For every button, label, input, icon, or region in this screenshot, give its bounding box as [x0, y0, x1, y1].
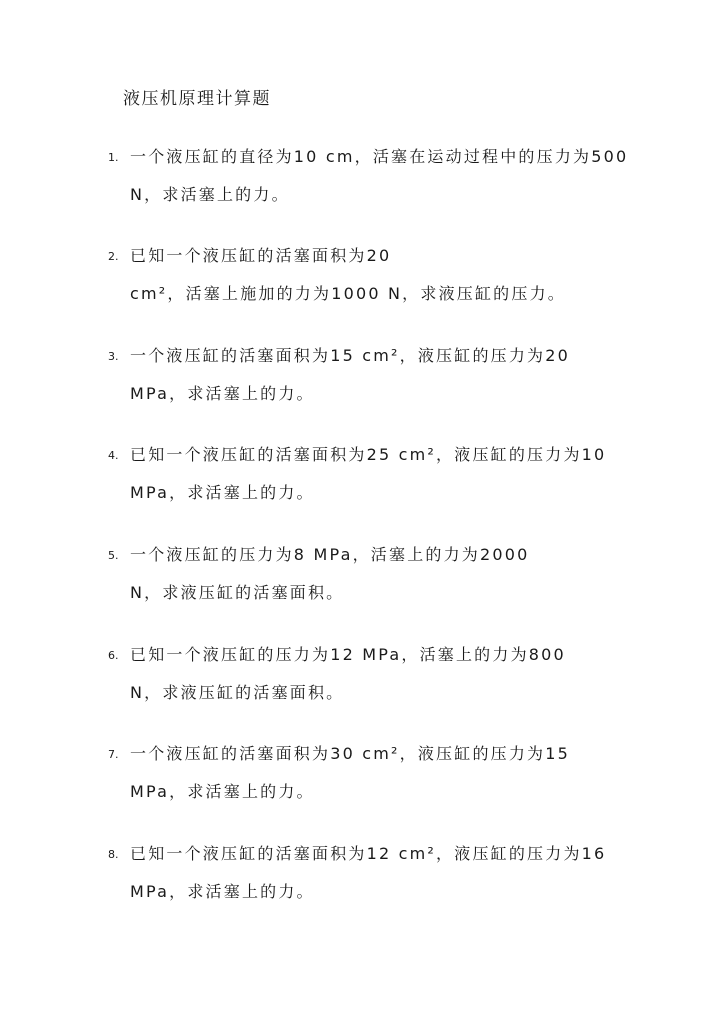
question-text-line: N，求液压缸的活塞面积。	[130, 683, 345, 702]
question-number: 1.	[108, 151, 119, 164]
question-text-line: 一个液压缸的压力为8 MPa，活塞上的力为2000	[130, 545, 530, 564]
question-text-line: 已知一个液压缸的压力为12 MPa，活塞上的力为800	[130, 645, 566, 664]
question-number: 5.	[108, 549, 119, 562]
question-text-line: N，求液压缸的活塞面积。	[130, 583, 345, 602]
question-text-line: 一个液压缸的直径为10 cm，活塞在运动过程中的压力为500	[130, 147, 629, 166]
question-text-line: 一个液压缸的活塞面积为30 cm²，液压缸的压力为15	[130, 744, 571, 763]
question-number: 3.	[108, 350, 119, 363]
question-text-line: cm²，活塞上施加的力为1000 N，求液压缸的压力。	[130, 284, 566, 303]
question-number: 4.	[108, 449, 119, 462]
question-number: 7.	[108, 748, 119, 761]
question-text-line: 已知一个液压缸的活塞面积为20	[130, 246, 392, 265]
question-text-line: MPa，求活塞上的力。	[130, 882, 315, 901]
question-number: 6.	[108, 649, 119, 662]
question-text-line: MPa，求活塞上的力。	[130, 384, 315, 403]
question-number: 2.	[108, 250, 119, 263]
page-title: 液压机原理计算题	[123, 89, 271, 109]
question-number: 8.	[108, 848, 119, 861]
question-text-line: MPa，求活塞上的力。	[130, 782, 315, 801]
question-text-line: MPa，求活塞上的力。	[130, 483, 315, 502]
question-text-line: 一个液压缸的活塞面积为15 cm²，液压缸的压力为20	[130, 346, 571, 365]
question-text-line: 已知一个液压缸的活塞面积为12 cm²，液压缸的压力为16	[130, 844, 607, 863]
question-text-line: N，求活塞上的力。	[130, 185, 290, 204]
question-text-line: 已知一个液压缸的活塞面积为25 cm²，液压缸的压力为10	[130, 445, 607, 464]
